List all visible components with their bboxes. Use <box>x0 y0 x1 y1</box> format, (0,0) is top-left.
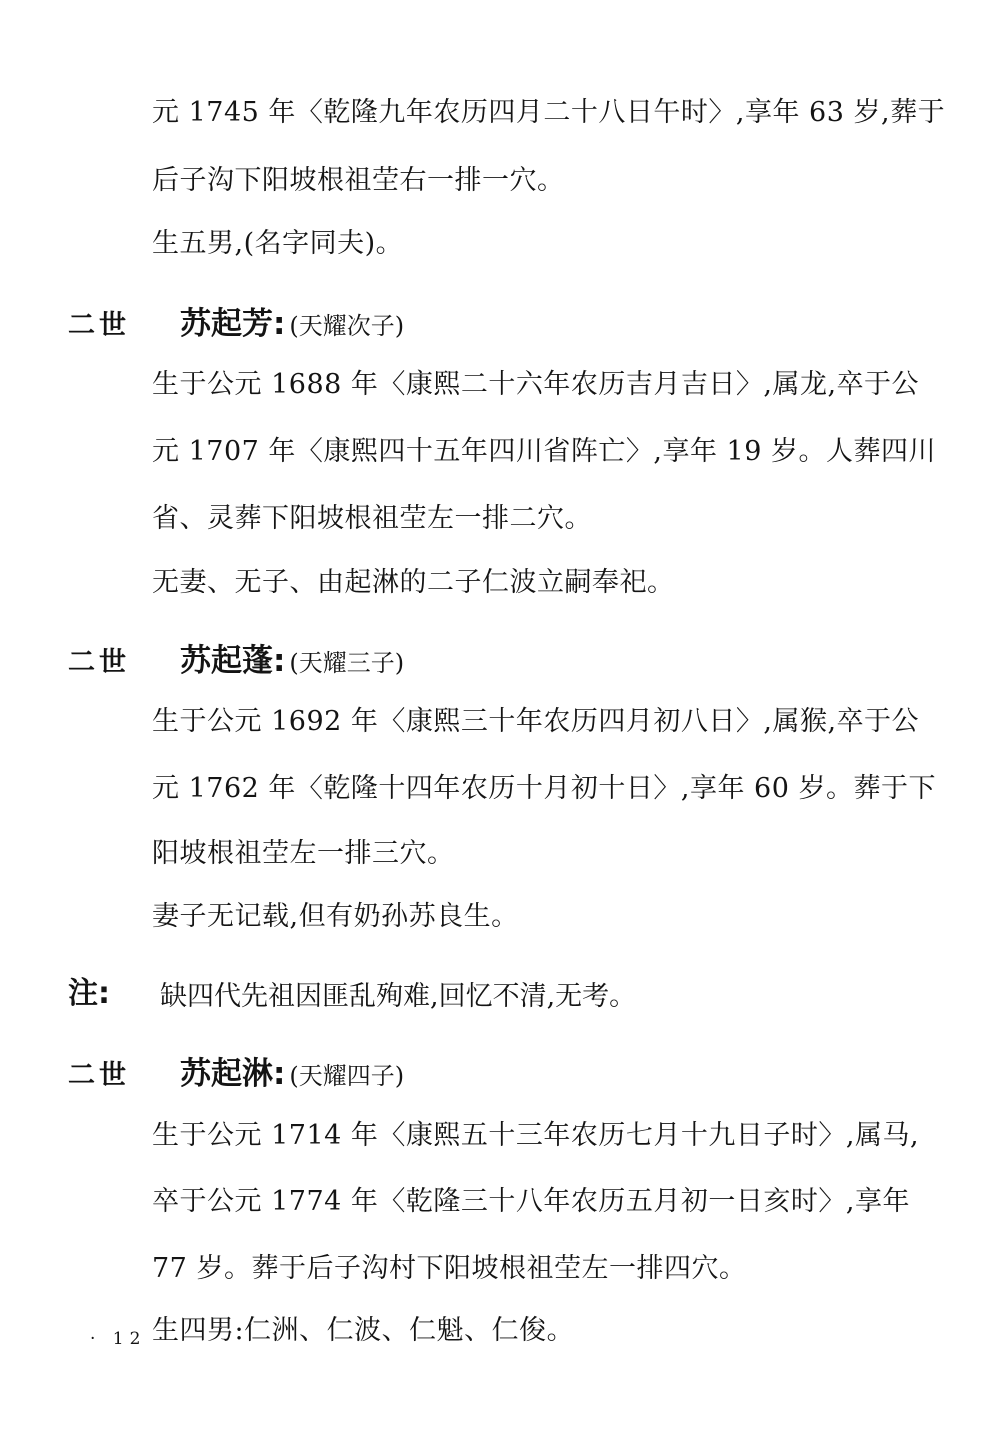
text-line: 卒于公元 1774 年〈乾隆三十八年农历五月初一日亥时〉,享年 <box>152 1186 910 1217</box>
text-line: 生四男:仁洲、仁波、仁魁、仁俊。 <box>152 1315 575 1346</box>
entry-heading <box>68 298 405 342</box>
text-line: 77 岁。葬于后子沟村下阳坡根祖茔左一排四穴。 <box>152 1253 747 1284</box>
text-line: 生于公元 1692 年〈康熙三十年农历四月初八日〉,属猴,卒于公 <box>152 706 920 737</box>
text-line: 生五男,(名字同夫)。 <box>152 228 404 259</box>
person-name: 苏起淋 <box>180 1056 273 1092</box>
lineage-note: (天耀三子) <box>289 649 405 677</box>
generation-label: 二世 <box>68 647 130 678</box>
entry-heading <box>68 635 405 679</box>
text-line: 元 1745 年〈乾隆九年农历四月二十八日午时〉,享年 63 岁,葬于 <box>152 97 946 128</box>
note-label: 注: <box>68 976 110 1011</box>
lineage-note: (天耀次子) <box>289 312 405 340</box>
page-number: · 12 · <box>90 1329 170 1349</box>
heading-colon: : <box>273 1056 286 1092</box>
generation-label: 二世 <box>68 1060 130 1091</box>
text-line: 生于公元 1688 年〈康熙二十六年农历吉月吉日〉,属龙,卒于公 <box>152 369 920 400</box>
text-line: 元 1762 年〈乾隆十四年农历十月初十日〉,享年 60 岁。葬于下 <box>152 773 936 804</box>
text-line: 后子沟下阳坡根祖茔右一排一穴。 <box>152 165 565 196</box>
generation-label: 二世 <box>68 310 130 341</box>
text-line: 省、灵葬下阳坡根祖茔左一排二穴。 <box>152 503 592 534</box>
text-line: 妻子无记载,但有奶孙苏良生。 <box>152 901 519 932</box>
text-line: 阳坡根祖茔左一排三穴。 <box>152 838 455 869</box>
text-line: 无妻、无子、由起淋的二子仁波立嗣奉祀。 <box>152 567 675 598</box>
note-text: 缺四代先祖因匪乱殉难,回忆不清,无考。 <box>160 981 637 1012</box>
entry-heading <box>68 1048 405 1092</box>
text-line: 生于公元 1714 年〈康熙五十三年农历七月十九日子时〉,属马, <box>152 1120 920 1151</box>
heading-colon: : <box>273 643 286 679</box>
lineage-note: (天耀四子) <box>289 1062 405 1090</box>
person-name: 苏起蓬 <box>180 643 273 679</box>
text-line: 元 1707 年〈康熙四十五年四川省阵亡〉,享年 19 岁。人葬四川 <box>152 436 936 467</box>
heading-colon: : <box>273 306 286 342</box>
person-name: 苏起芳 <box>180 306 273 342</box>
